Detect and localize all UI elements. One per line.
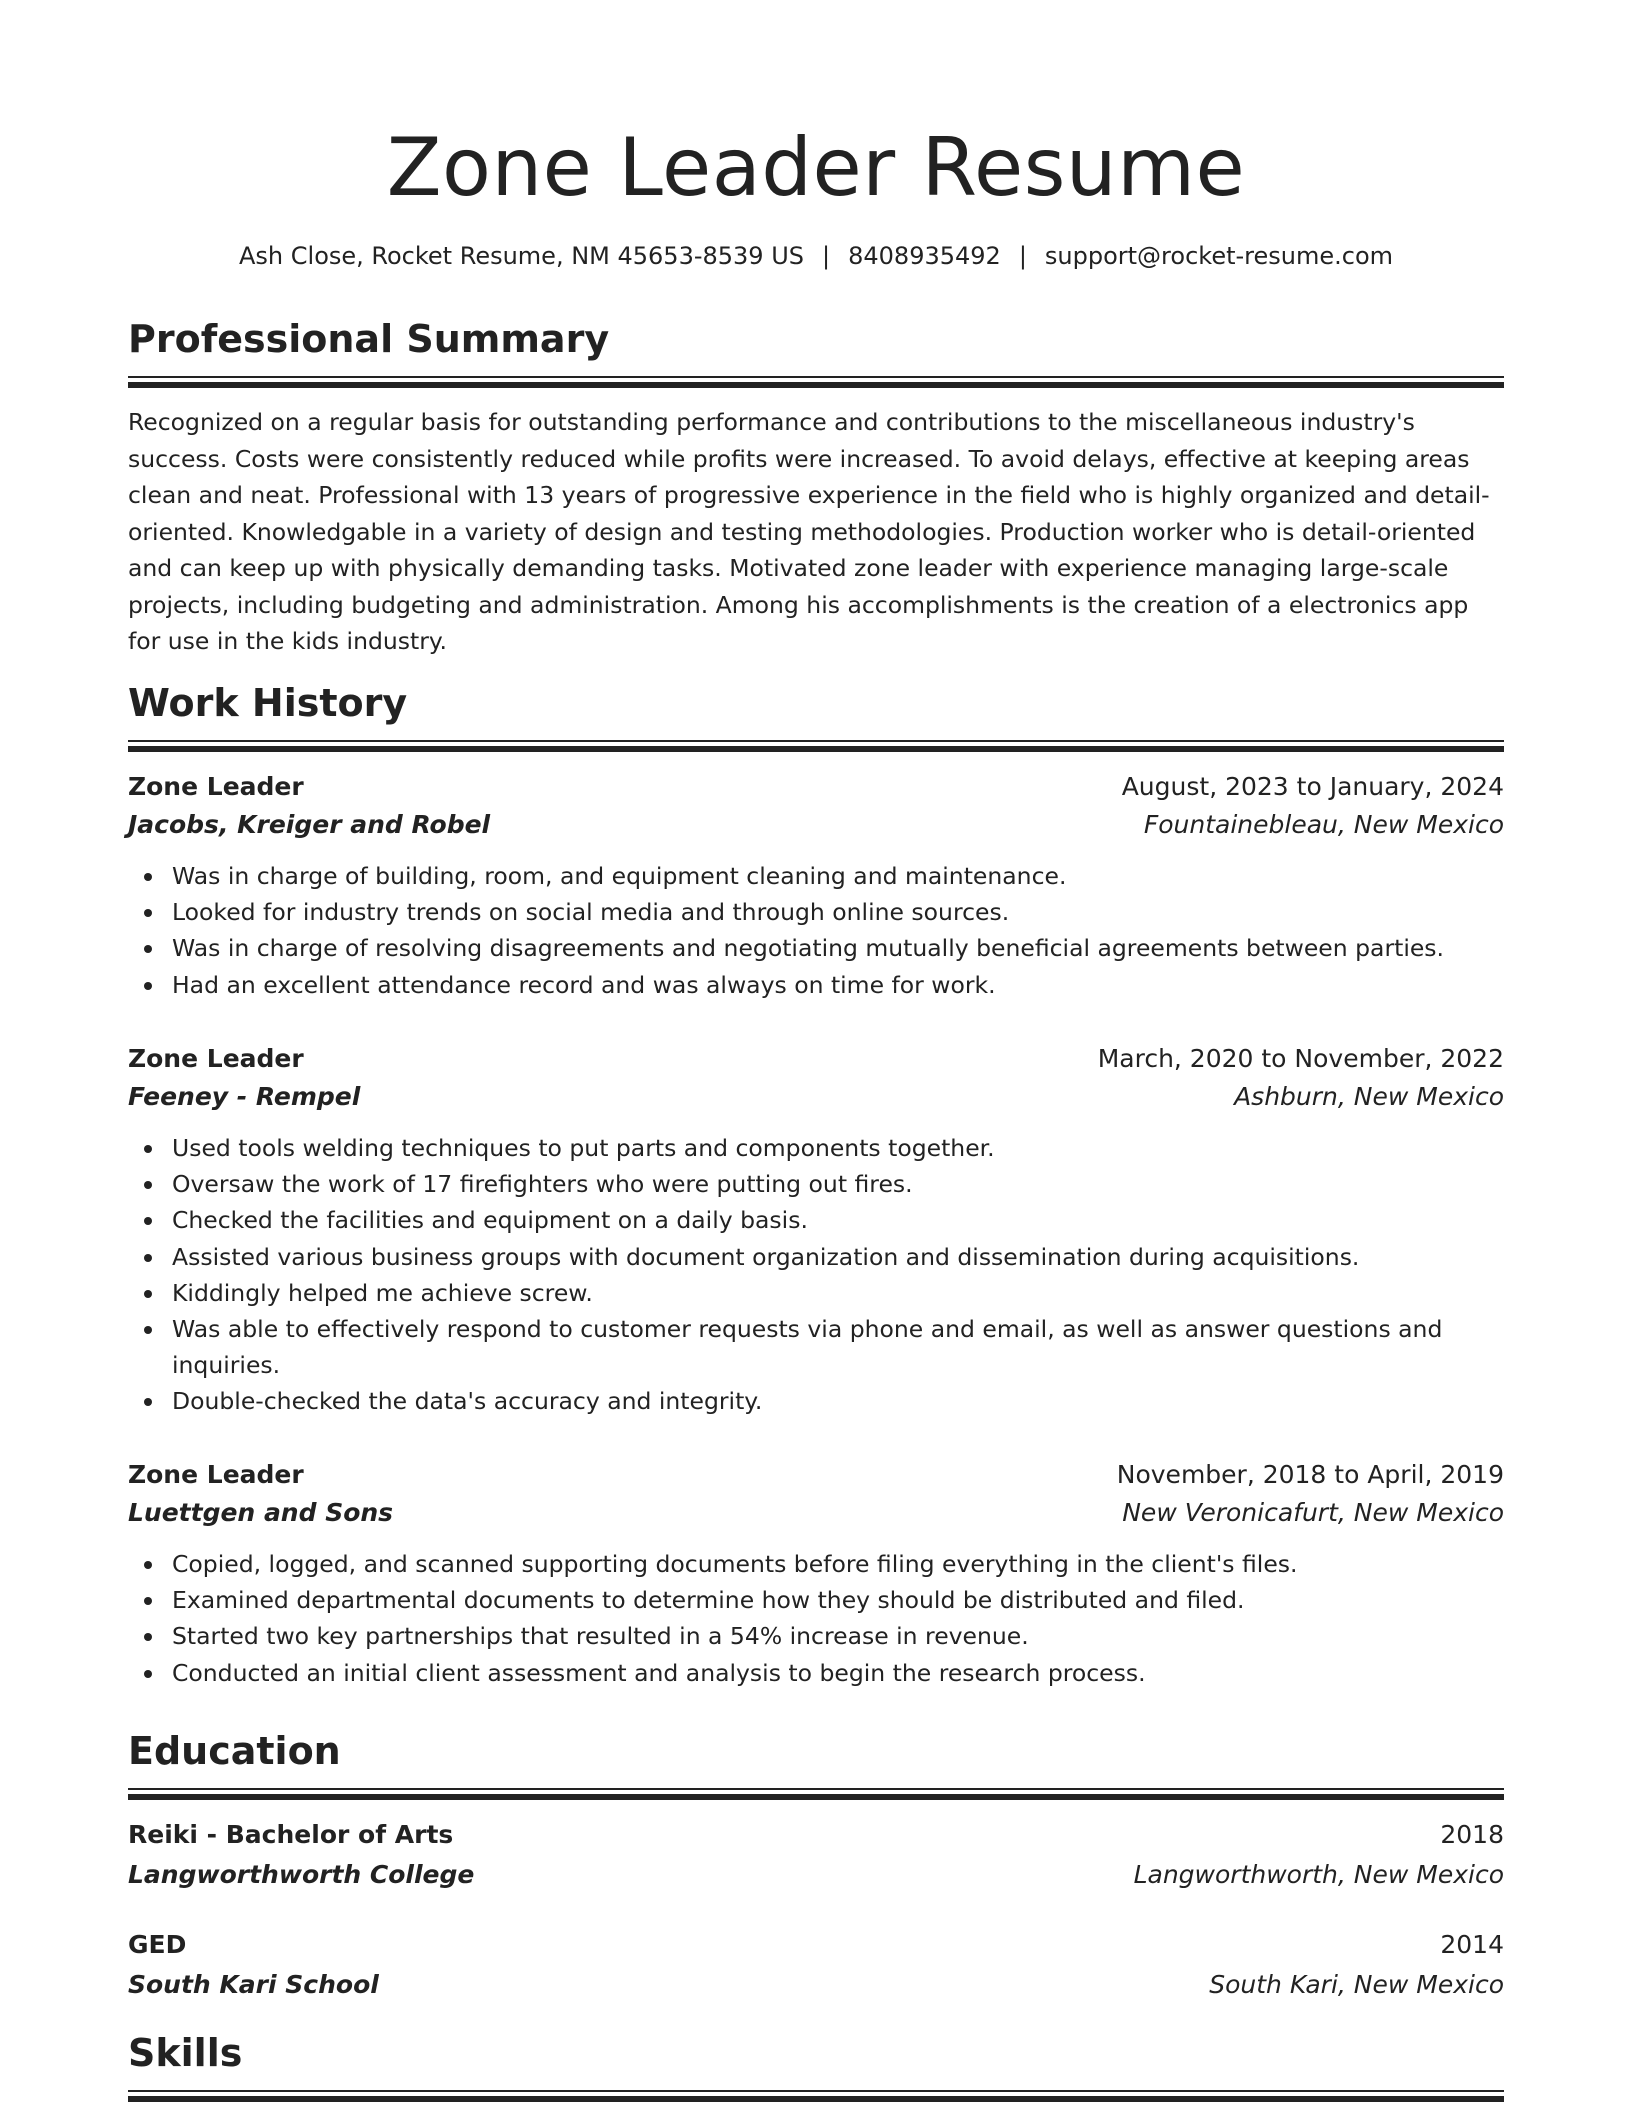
- list-item: Oversaw the work of 17 firefighters who were putting out fires.: [128, 1166, 1504, 1202]
- job-dates: November, 2018 to April, 2019: [1116, 1460, 1504, 1489]
- contact-address: Ash Close, Rocket Resume, NM 45653-8539 US: [239, 242, 805, 270]
- section-divider: [128, 2090, 1504, 2106]
- education-school: South Kari School: [128, 1970, 379, 1999]
- job-dates: March, 2020 to November, 2022: [1097, 1044, 1504, 1073]
- job-entry: [128, 768, 1504, 1003]
- education-degree: GED: [128, 1930, 187, 1959]
- summary-text: Recognized on a regular basis for outstanding performance and contributions to the miscellaneous industry's success. Costs were consistently reduced while profits were increased. To avoid delays, effective at keeping areas clean and neat. Professional with 13 years of progressive experience in the field who is highly organized and detail-oriented. Knowledgable in a variety of design and testing methodologies. Production worker who is detail-oriented and can keep up with physically demanding tasks. Motivated zone leader with experience managing large-scale projects, including budgeting and administration. Among his accomplishments is the creation of a electronics app for use in the kids industry.: [128, 408, 1490, 655]
- summary-section: [128, 314, 1504, 660]
- section-title-skills: Skills: [128, 2031, 243, 2075]
- education-degree: Reiki - Bachelor of Arts: [128, 1820, 454, 1849]
- resume-title: Zone Leader Resume: [386, 121, 1246, 214]
- education-entry: [128, 1926, 1504, 2004]
- list-item: Copied, logged, and scanned supporting documents before filing everything in the client's files.: [128, 1546, 1504, 1582]
- section-divider: [128, 376, 1504, 392]
- section-divider: [128, 740, 1504, 756]
- job-bullet-list: [128, 858, 1504, 1003]
- contact-line: [128, 238, 1504, 274]
- list-item: Had an excellent attendance record and was always on time for work.: [128, 967, 1504, 1003]
- education-location: Langworthworth, New Mexico: [1133, 1860, 1504, 1889]
- education-location: South Kari, New Mexico: [1209, 1970, 1504, 1999]
- contact-phone: 8408935492: [848, 242, 1001, 270]
- job-role: Zone Leader: [128, 1460, 304, 1489]
- list-item: Looked for industry trends on social media and through online sources.: [128, 894, 1504, 930]
- resume-page: [128, 0, 1504, 2112]
- education-section: [128, 1726, 1504, 1804]
- job-role: Zone Leader: [128, 1044, 304, 1073]
- contact-separator: |: [822, 242, 831, 270]
- list-item: Conducted an initial client assessment and analysis to begin the research process.: [128, 1655, 1504, 1691]
- job-bullet-list: [128, 1546, 1504, 1691]
- job-dates: August, 2023 to January, 2024: [1121, 772, 1504, 801]
- list-item: Examined departmental documents to determine how they should be distributed and filed.: [128, 1582, 1504, 1618]
- education-entry: [128, 1816, 1504, 1894]
- contact-email[interactable]: support@rocket-resume.com: [1044, 242, 1393, 270]
- list-item: Was in charge of resolving disagreements and negotiating mutually beneficial agreements between parties.: [128, 930, 1504, 966]
- work-history-section: [128, 678, 1504, 756]
- job-location: Fountainebleau, New Mexico: [1143, 810, 1504, 839]
- education-school: Langworthworth College: [128, 1860, 475, 1889]
- contact-separator: |: [1018, 242, 1027, 270]
- list-item: Used tools welding techniques to put parts and components together.: [128, 1130, 1504, 1166]
- section-title-summary: Professional Summary: [128, 317, 610, 361]
- job-entry: [128, 1456, 1504, 1691]
- list-item: Started two key partnerships that resulted in a 54% increase in revenue.: [128, 1618, 1504, 1654]
- education-year: 2018: [1440, 1820, 1504, 1849]
- job-entry: [128, 1040, 1504, 1420]
- section-title-work-history: Work History: [128, 681, 408, 725]
- job-bullet-list: [128, 1130, 1504, 1420]
- list-item: Was able to effectively respond to customer requests via phone and email, as well as answer questions and inquiries.: [128, 1311, 1504, 1383]
- list-item: Kiddingly helped me achieve screw.: [128, 1275, 1504, 1311]
- job-company: Jacobs, Kreiger and Robel: [128, 810, 491, 839]
- education-year: 2014: [1440, 1930, 1504, 1959]
- list-item: Was in charge of building, room, and equipment cleaning and maintenance.: [128, 858, 1504, 894]
- job-company: Luettgen and Sons: [128, 1498, 394, 1527]
- list-item: Checked the facilities and equipment on a daily basis.: [128, 1202, 1504, 1238]
- section-divider: [128, 1788, 1504, 1804]
- section-title-education: Education: [128, 1729, 341, 1773]
- skills-section: [128, 2028, 1504, 2106]
- job-location: New Veronicafurt, New Mexico: [1122, 1498, 1504, 1527]
- job-role: Zone Leader: [128, 772, 304, 801]
- list-item: Double-checked the data's accuracy and integrity.: [128, 1383, 1504, 1419]
- list-item: Assisted various business groups with document organization and dissemination during acquisitions.: [128, 1239, 1504, 1275]
- job-company: Feeney - Rempel: [128, 1082, 361, 1111]
- job-location: Ashburn, New Mexico: [1234, 1082, 1504, 1111]
